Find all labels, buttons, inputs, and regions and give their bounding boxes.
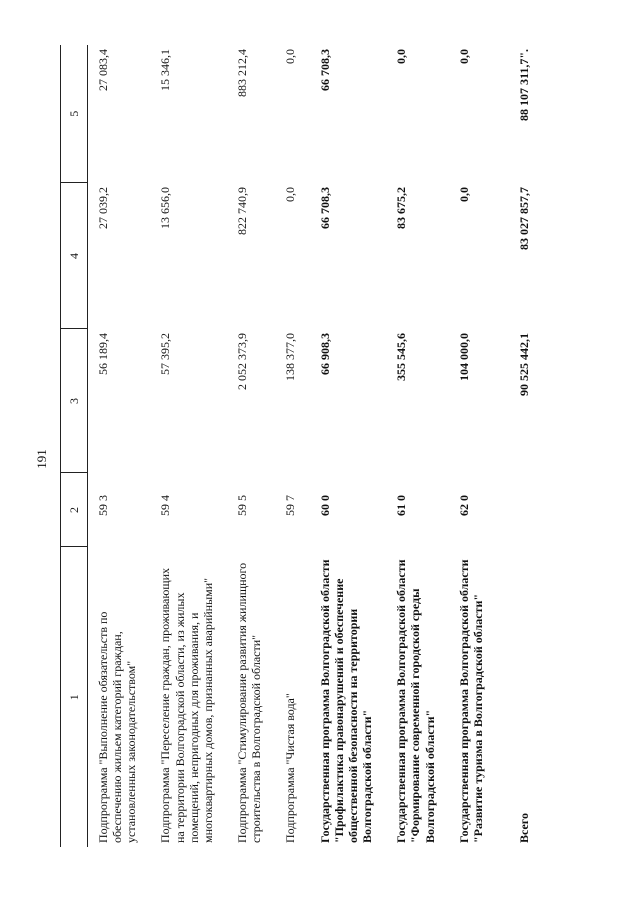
value-col-5: 883 212,4	[235, 49, 250, 97]
program-name: Государственная программа Волгоградской области "Развитие туризма в Волгоградской области"	[456, 559, 485, 843]
value-col-5: 15 346,1	[158, 49, 173, 91]
program-code: 59 5	[235, 495, 250, 516]
header-row	[61, 45, 88, 847]
header-col-5: 5	[61, 45, 88, 183]
header-col-3: 3	[61, 329, 88, 473]
value-col-4: 822 740,9	[235, 187, 250, 235]
value-col-3: 138 377,0	[283, 333, 298, 381]
total-col-5: 88 107 311,7".	[516, 49, 531, 121]
value-col-4: 0,0	[283, 187, 298, 202]
program-code: 59 4	[158, 495, 173, 516]
page-number: 191	[34, 449, 49, 469]
value-col-5: 66 708,3	[317, 49, 332, 91]
value-col-3: 2 052 373,9	[235, 333, 250, 390]
program-name: Подпрограмма "Чистая вода"	[283, 693, 298, 843]
table-row	[283, 45, 317, 847]
header-col-4: 4	[61, 183, 88, 329]
value-col-3: 57 395,2	[158, 333, 173, 375]
value-col-5: 0,0	[283, 49, 298, 64]
table-row	[394, 45, 456, 847]
value-col-4: 83 675,2	[394, 187, 409, 229]
program-name: Государственная программа Волгоградской области "Формирование современной городской среды Волгоградской области"	[394, 559, 437, 843]
value-col-5: 0,0	[394, 49, 409, 64]
value-col-3: 104 000,0	[456, 333, 471, 381]
program-code: 60 0	[317, 495, 332, 516]
total-label: Всего	[516, 813, 531, 843]
header-col-1: 1	[61, 547, 88, 847]
table-row	[235, 45, 283, 847]
program-code: 59 3	[96, 495, 110, 516]
program-name: Государственная программа Волгоградской области "Профилактика правонарушений и обеспечение общественной безопасности на территории Волгоградской области"	[317, 559, 375, 843]
header-col-2: 2	[61, 473, 88, 547]
table-row	[318, 45, 395, 847]
total-col-4: 83 027 857,7	[516, 187, 531, 250]
program-name: Подпрограмма "Стимулирование развития жилищного строительства в Волгоградской области"	[235, 562, 264, 843]
table-row	[457, 45, 505, 847]
total-row	[505, 45, 531, 847]
table-row	[88, 45, 159, 847]
program-code: 59 7	[283, 495, 298, 516]
total-col-3: 90 525 442,1	[516, 333, 531, 396]
value-col-4: 66 708,3	[317, 187, 332, 229]
value-col-5: 27 083,4	[96, 49, 110, 91]
value-col-3: 66 908,3	[317, 333, 332, 375]
value-col-3: 355 545,6	[394, 333, 409, 381]
table-row	[158, 45, 235, 847]
value-col-3: 56 189,4	[96, 333, 110, 375]
value-col-5: 0,0	[456, 49, 471, 64]
program-code: 62 0	[456, 495, 471, 516]
value-col-4: 27 039,2	[96, 187, 110, 229]
value-col-4: 0,0	[456, 187, 471, 202]
value-col-4: 13 656,0	[158, 187, 173, 229]
total-code-empty	[505, 473, 531, 547]
program-name: Подпрограмма "Переселение граждан, проживающих на территории Волгоградской области, из жилых помещений, непригодных для проживания, и многоквартирных домов, признанных аварийными"	[158, 567, 215, 843]
budget-table	[60, 45, 531, 847]
program-code: 61 0	[394, 495, 409, 516]
program-name: Подпрограмма "Выполнение обязательств по обеспечению жильем категорий граждан, установленных законодательством"	[96, 611, 139, 843]
